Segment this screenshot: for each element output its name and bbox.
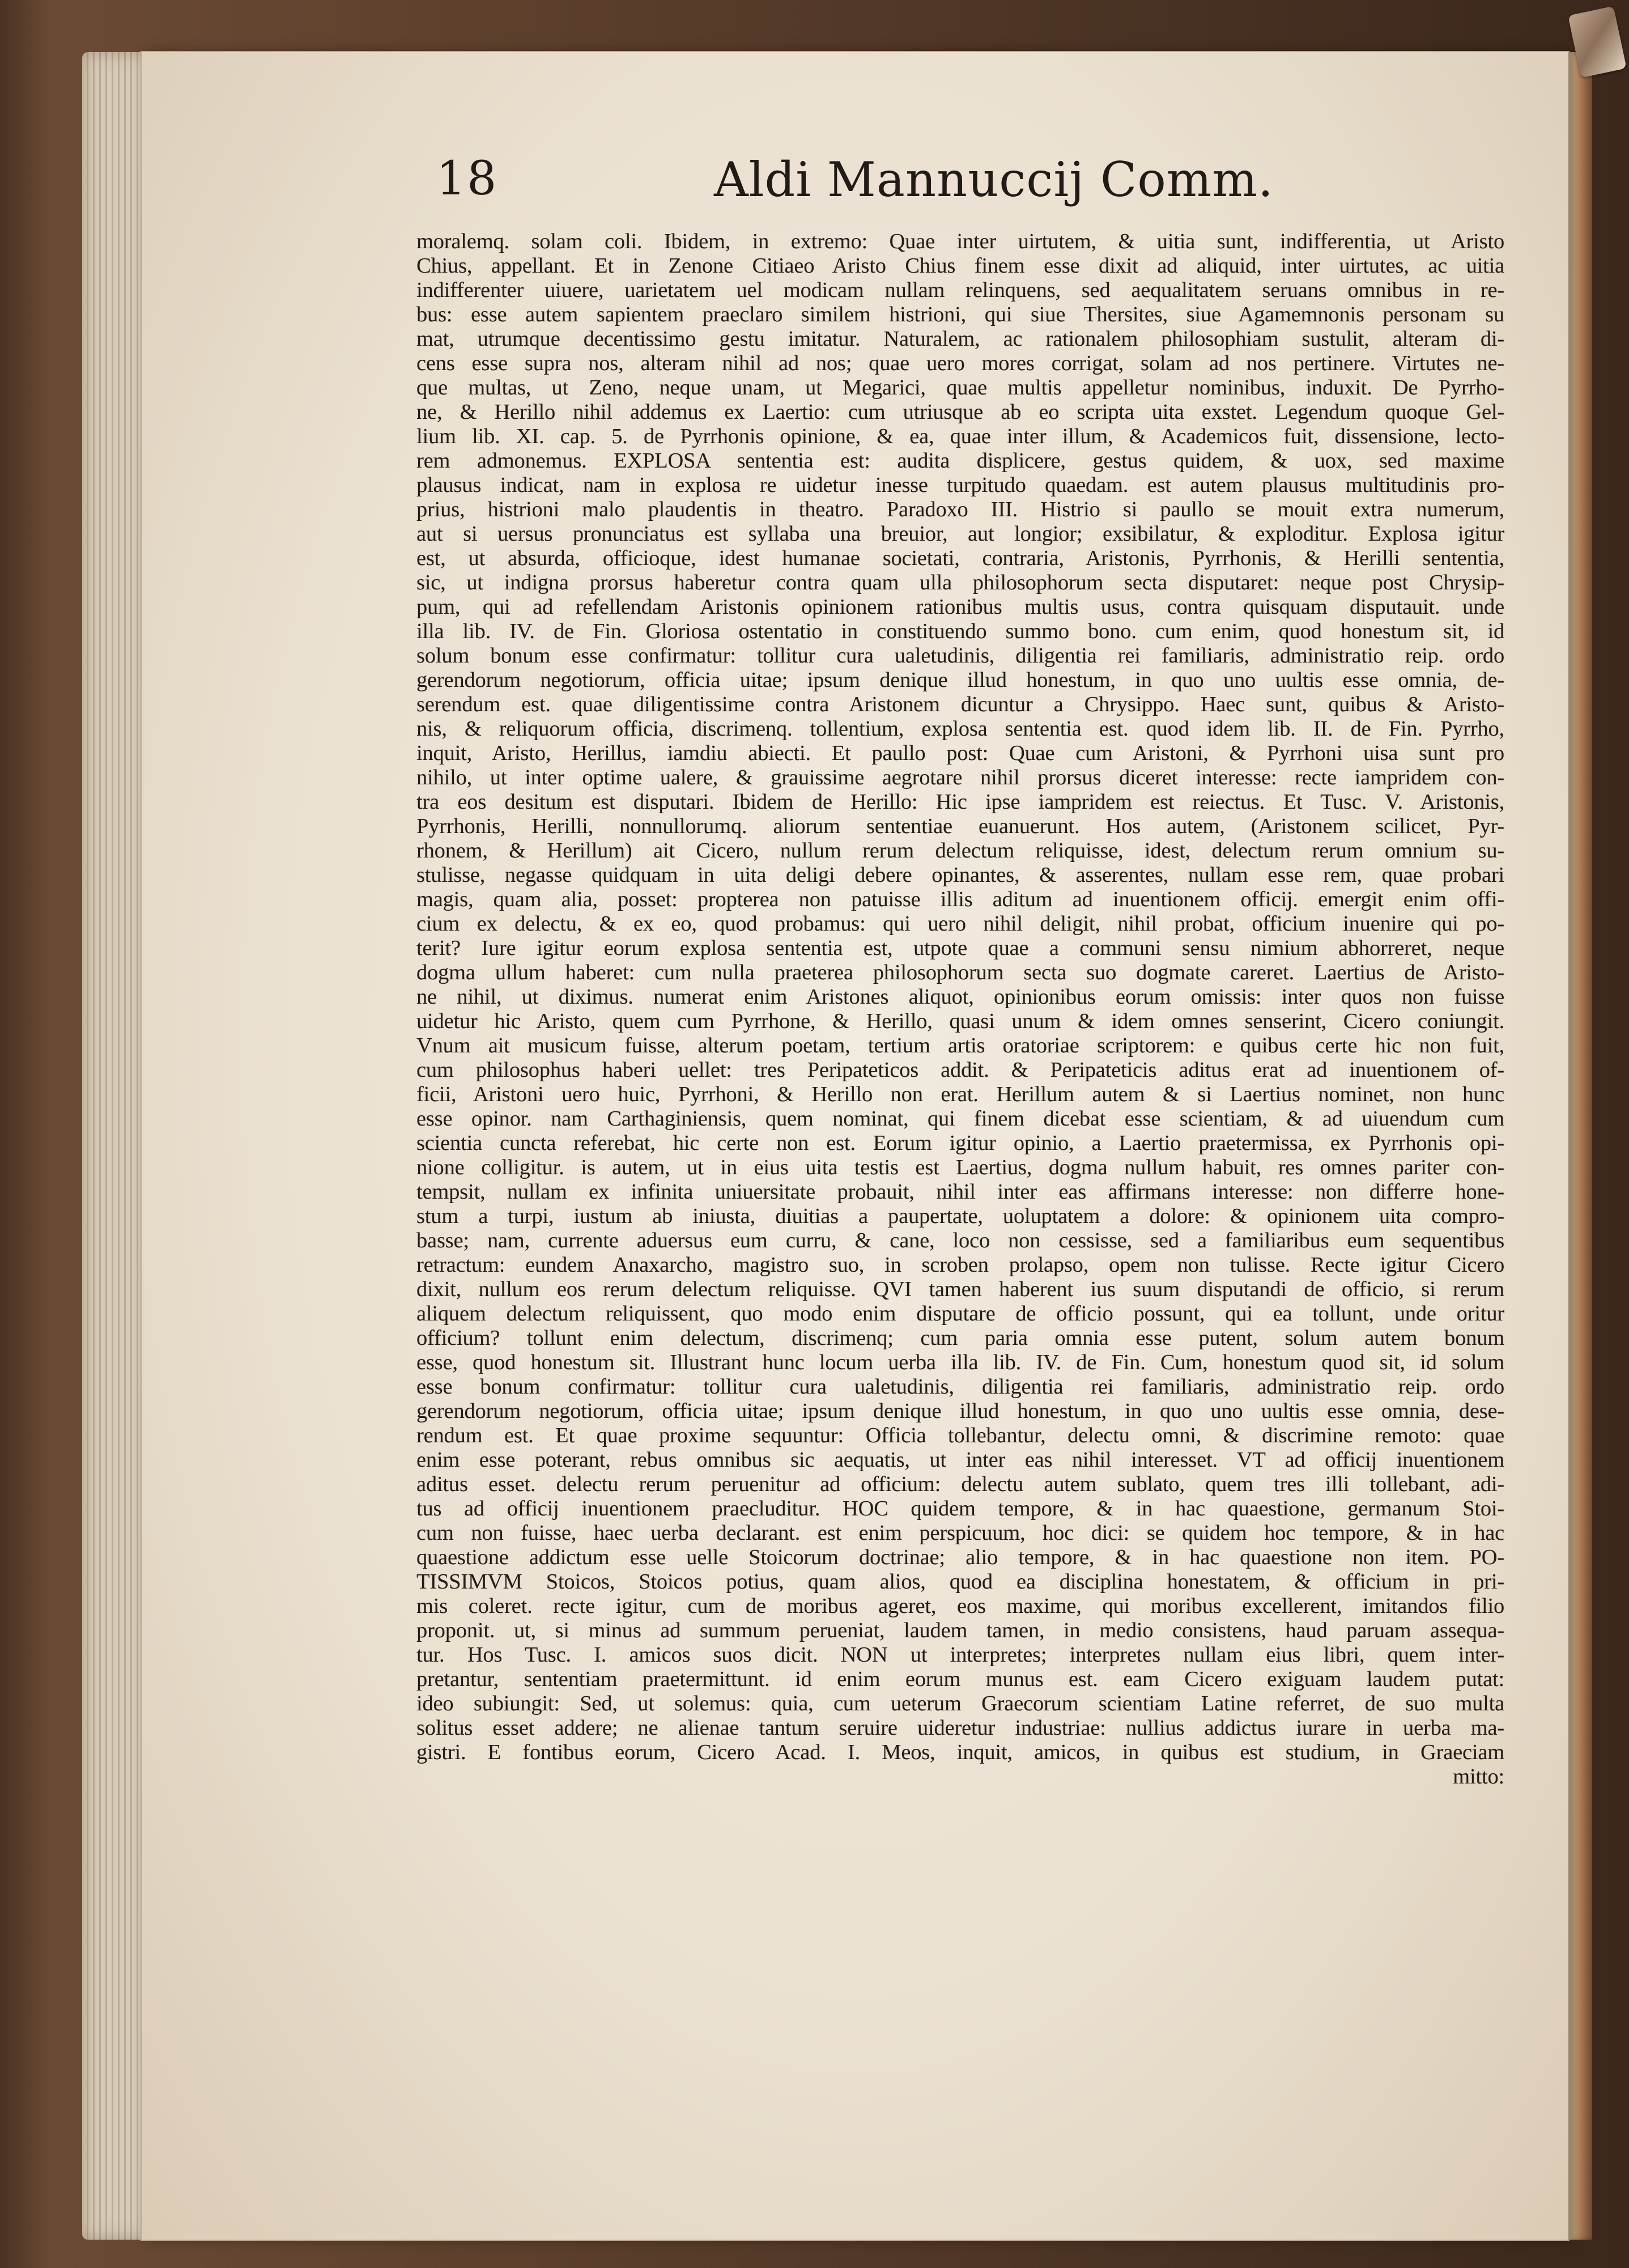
text-line: illa lib. IV. de Fin. Gloriosa ostentatio in constituendo summo bono. cum enim, quod honestum sit, id bbox=[416, 619, 1504, 643]
text-line: tus ad officij inuentionem praecluditur. HOC quidem tempore, & in hac quaestione, germanum Stoi- bbox=[416, 1497, 1504, 1521]
page-number: 18 bbox=[436, 152, 498, 206]
text-line: solum bonum esse confirmatur: tollitur cura ualetudinis, diligentia rei familiaris, administratio reip. ordo bbox=[416, 644, 1504, 668]
text-line: stum a turpi, iustum ab iniusta, diuitias a paupertate, uoluptatem a dolore: & opinionem uita compro- bbox=[416, 1204, 1504, 1228]
text-line: que multas, ut Zeno, neque unam, ut Megarici, quae multis appelletur nominibus, induxit. De Pyrrho- bbox=[416, 376, 1504, 400]
text-line: ne, & Herillo nihil addemus ex Laertio: cum utriusque ab eo scripta uita exstet. Legendum quoque Gel- bbox=[416, 400, 1504, 424]
text-line: moralemq. solam coli. Ibidem, in extremo: Quae inter uirtutem, & uitia sunt, indifferentia, ut Aristo bbox=[416, 230, 1504, 253]
text-line: rem admonemus. EXPLOSA sententia est: audita displicere, gestus quidem, & uox, sed maxime bbox=[416, 449, 1504, 473]
text-line: gerendorum negotiorum, officia uitae; ipsum denique illud honestum, in quo uno uultis esse omnia, de- bbox=[416, 668, 1504, 692]
text-line: aditus esset. delectu rerum peruenitur ad officium: delectu autem sublato, quem tres illi tollebant, adi- bbox=[416, 1472, 1504, 1496]
text-line: ideo subiungit: Sed, ut solemus: quia, cum ueterum Graecorum scientiam Latine referret, de suo multa bbox=[416, 1692, 1504, 1715]
text-line: gerendorum negotiorum, officia uitae; ipsum denique illud honestum, in quo uno uultis esse omnia, dese- bbox=[416, 1399, 1504, 1423]
text-line: scientia cuncta referebat, hic certe non est. Eorum igitur opinio, a Laertio praetermissa, ex Pyrrhonis opi- bbox=[416, 1131, 1504, 1155]
text-line: magis, quam alia, posset: propterea non patuisse illis aditum ad inuentionem officij. emergit enim offi- bbox=[416, 887, 1504, 911]
text-line: pretantur, sententiam praetermittunt. id enim eorum munus est. eam Cicero exiguam laudem putat: bbox=[416, 1667, 1504, 1691]
text-line: lium lib. XI. cap. 5. de Pyrrhonis opinione, & ea, quae inter illum, & Academicos fuit, dissensione, lecto- bbox=[416, 424, 1504, 448]
text-line: dogma ullum haberet: cum nulla praeterea philosophorum secta suo dogmate careret. Laertius de Aristo- bbox=[416, 961, 1504, 984]
text-line: esse opinor. nam Carthaginiensis, quem nominat, qui finem dicebat esse scientiam, & ad uiuendum cum bbox=[416, 1107, 1504, 1131]
text-line: cum philosophus haberi uellet: tres Peripateticos addit. & Peripateticis aditus erat ad inuentionem of- bbox=[416, 1058, 1504, 1082]
text-line: ficii, Aristoni uero huic, Pyrrhoni, & Herillo non erat. Herillum autem & si Laertius nominet, non hunc bbox=[416, 1082, 1504, 1106]
text-line: cium ex delectu, & ex eo, quod probamus: qui uero nihil deligit, nihil probat, officium inuenire qui po- bbox=[416, 912, 1504, 936]
text-line: stulisse, negasse quidquam in uita deligi debere opinantes, & asserentes, nullam esse rem, quae probari bbox=[416, 863, 1504, 887]
text-line: indifferenter uiuere, uarietatem uel modicam nullam relinquens, sed aequalitatem seruans omnibus in re- bbox=[416, 278, 1504, 302]
text-line: cum non fuisse, haec uerba declarant. est enim perspicuum, hoc dici: se quidem hoc tempore, & in hac bbox=[416, 1521, 1504, 1545]
text-line: mitto: bbox=[1453, 1765, 1504, 1789]
text-line: mis coleret. recte igitur, cum de moribus ageret, eos maxime, qui moribus excellerent, imitandos filio bbox=[416, 1594, 1504, 1618]
right-page-edge bbox=[1568, 52, 1592, 2240]
text-line: ne nihil, ut diximus. numerat enim Aristones aliquot, opinionibus eorum omissis: inter quos non fuisse bbox=[416, 985, 1504, 1009]
text-line: solitus esset addere; ne alienae tantum seruire uideretur industriae: nullius addictus iurare in uerba ma- bbox=[416, 1716, 1504, 1740]
text-line: dixit, nullum eos rerum delectum reliquisse. QVI tamen haberent ius suum disputandi de officio, si rerum bbox=[416, 1277, 1504, 1301]
text-line: TISSIMVM Stoicos, Stoicos potius, quam alios, quod ea disciplina honestatem, & officium in pri- bbox=[416, 1570, 1504, 1594]
text-line: aut si uersus pronunciatus est syllaba una breuior, aut longior; exsibilatur, & exploditur. Explosa igitur bbox=[416, 522, 1504, 546]
running-title: Aldi Mannuccij Comm. bbox=[714, 152, 1274, 207]
text-line: Vnum ait musicum fuisse, alterum poetam, tertium artis oratoriae scriptorem: e quibus certe hic non fuit, bbox=[416, 1034, 1504, 1057]
commentary-text-block bbox=[416, 230, 1504, 1789]
text-line: retractum: eundem Anaxarcho, magistro suo, in scroben prolapso, opem non tulisse. Recte igitur Cicero bbox=[416, 1253, 1504, 1277]
text-line: plausus indicat, nam in explosa re uidetur inesse turpitudo quaedam. est autem plausus multitudinis pro- bbox=[416, 473, 1504, 497]
text-line: uidetur hic Aristo, quem cum Pyrrhone, & Herillo, quasi unum & idem omnes senserint, Cicero coniungit. bbox=[416, 1009, 1504, 1033]
text-line: tempsit, nullam ex infinita uniuersitate probauit, nihil inter eas affirmans interesse: non differre hone- bbox=[416, 1180, 1504, 1204]
text-line: enim esse poterant, rebus omnibus sic aequatis, ut inter eas nihil interesset. VT ad officij inuentionem bbox=[416, 1448, 1504, 1472]
page-header bbox=[431, 152, 1366, 224]
text-line: sic, ut indigna prorsus haberetur contra quam ulla philosophorum secta disputaret: neque post Chrysip- bbox=[416, 571, 1504, 594]
text-line: pum, qui ad refellendam Aristonis opinionem rationibus multis usus, contra quisquam disputauit. unde bbox=[416, 595, 1504, 619]
text-line: Chius, appellant. Et in Zenone Citiaeo Aristo Chius finem esse dixit ad aliquid, inter uirtutes, ac uitia bbox=[416, 254, 1504, 278]
text-line: gistri. E fontibus eorum, Cicero Acad. I. Meos, inquit, amicos, in quibus est studium, in Graeciam bbox=[416, 1740, 1504, 1764]
text-line: inquit, Aristo, Herillus, iamdiu abiecti. Et paullo post: Quae cum Aristoni, & Pyrrhoni uisa sunt pro bbox=[416, 741, 1504, 765]
text-line: quaestione addictum esse uelle Stoicorum doctrinae; alio tempore, & in hac quaestione non item. PO- bbox=[416, 1545, 1504, 1569]
text-line: cens esse supra nos, alteram nihil ad nos; quae uero mores corrigat, solam ad nos pertinere. Virtutes ne- bbox=[416, 351, 1504, 375]
text-line: esse, quod honestum sit. Illustrant hunc locum uerba illa lib. IV. de Fin. Cum, honestum quod sit, id solum bbox=[416, 1350, 1504, 1374]
text-line: serendum est. quae diligentissime contra Aristonem dicuntur a Chrysippo. Haec sunt, quibus & Aristo- bbox=[416, 693, 1504, 716]
text-line: terit? Iure igitur eorum explosa sententia est, utpote quae a communi sensu nimium abhorreret, neque bbox=[416, 936, 1504, 960]
text-line: nione colligitur. is autem, ut in eius uita testis est Laertius, dogma nullum habuit, res omnes pariter con- bbox=[416, 1156, 1504, 1179]
text-line: rhonem, & Herillum) ait Cicero, nullum rerum delectum reliquisse, idest, delectum rerum omnium su- bbox=[416, 839, 1504, 863]
text-line: Pyrrhonis, Herilli, nonnullorumq. aliorum sententiae euanuerunt. Hos autem, (Aristonem scilicet, Pyr- bbox=[416, 814, 1504, 838]
text-line: tra eos desitum est disputari. Ibidem de Herillo: Hic ipse iampridem est reiectus. Et Tusc. V. Aristonis, bbox=[416, 790, 1504, 814]
text-line: proponit. ut, si minus ad summum perueniat, laudem tamen, in medio consistens, haud paruam assequa- bbox=[416, 1619, 1504, 1642]
text-line: mat, utrumque decentissimo gestu imitatur. Naturalem, ac rationalem philosophiam sustulit, alteram di- bbox=[416, 327, 1504, 351]
text-line: esse bonum confirmatur: tollitur cura ualetudinis, diligentia rei familiaris, administratio reip. ordo bbox=[416, 1375, 1504, 1399]
text-line: rendum est. Et quae proxime sequuntur: Officia tollebantur, delectu omni, & discrimine remoto: quae bbox=[416, 1424, 1504, 1447]
text-line: prius, histrioni malo plaudentis in theatro. Paradoxo III. Histrio si paullo se mouit extra numerum, bbox=[416, 498, 1504, 521]
text-line: nis, & reliquorum officia, discrimenq. tollentium, explosa sententia est. quod idem lib. II. de Fin. Pyrrho, bbox=[416, 717, 1504, 741]
text-line: aliquem delectum reliquissent, quo modo enim disputare de officio possunt, qui ea tollunt, unde oritur bbox=[416, 1302, 1504, 1326]
text-line: nihilo, ut inter optime ualere, & grauissime aegrotare nihil prorsus diceret interesse: recte iampridem con- bbox=[416, 766, 1504, 789]
text-line: officium? tollunt enim delectum, discrimenq; cum paria omnia esse putent, solum autem bonum bbox=[416, 1326, 1504, 1350]
text-line: tur. Hos Tusc. I. amicos suos dicit. NON ut interpretes; interpretes nullam eius libri, quem inter- bbox=[416, 1643, 1504, 1667]
text-line: bus: esse autem sapientem praeclaro similem histrioni, qui siue Thersites, siue Agamemnonis personam su bbox=[416, 303, 1504, 326]
text-line: est, ut absurda, officioque, idest humanae societati, contraria, Aristonis, Pyrrhonis, & Herilli sententia, bbox=[416, 546, 1504, 570]
text-line: basse; nam, currente aduersus eum curru, & cane, loco non cessisse, sed a familiaribus eum sequentibus bbox=[416, 1229, 1504, 1252]
